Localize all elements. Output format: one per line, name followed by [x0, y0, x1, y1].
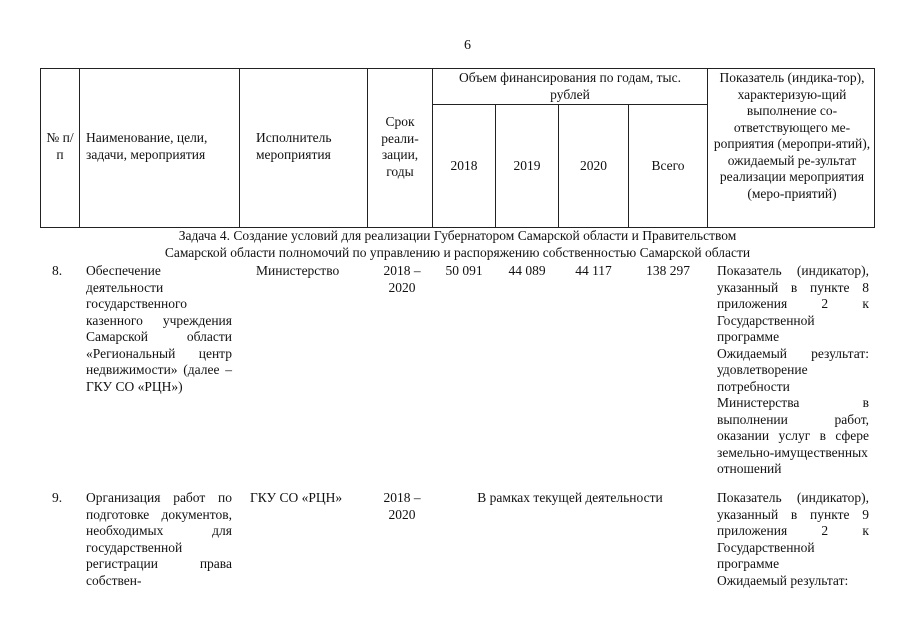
divider: [367, 68, 368, 228]
row-executor: ГКУ СО «РЦН»: [250, 490, 343, 505]
header-term: Срок реали-зации, годы: [381, 114, 419, 179]
row-no: 9.: [52, 490, 63, 505]
header-name: Наименование, цели, задачи, мероприятия: [86, 130, 208, 162]
page-number: 6: [464, 38, 471, 53]
row-no: 8.: [52, 263, 63, 278]
header-indicator: Показатель (индика-тор), характеризую-щий выполнение со-ответствующего ме-роприятия (меропри-ятий), ожидаемый ре-зультат реализации мероприятия (меро-приятий): [713, 70, 871, 201]
indicator-text: Показатель (индикатор), указанный в пункте 8 приложения 2 к Государственной программе: [717, 263, 869, 344]
header-2019: 2019: [513, 158, 541, 173]
indicator-text: Показатель (индикатор), указанный в пункте 9 приложения 2 к Государственной программе: [717, 490, 869, 571]
divider: [239, 68, 240, 228]
table-header: [40, 68, 875, 228]
border-left: [40, 68, 41, 228]
task-line-2: Самарской области полномочий по управлению и распоряжению собственностью Самарской области: [164, 244, 751, 260]
divider: [79, 68, 80, 228]
row-term: 2018 – 2020: [383, 490, 421, 522]
result-text: Ожидаемый результат: удовлетворение потребности Министерства в выполнении работ, оказании услуг в сфере земельно-имущественных отношений: [717, 345, 869, 476]
header-financing: Объем финансирования по годам, тыс. рублей: [459, 70, 681, 102]
border-right: [874, 68, 875, 228]
row-financing-note: В рамках текущей деятельности: [477, 490, 663, 505]
row-indicator: [717, 263, 869, 478]
task-line-1: Задача 4. Создание условий для реализации Губернатором Самарской области и Правительством: [178, 228, 737, 243]
border-top: [40, 68, 875, 69]
header-2018: 2018: [450, 158, 478, 173]
row-2019: 44 089: [508, 263, 546, 278]
divider: [432, 68, 433, 228]
row-name: Организация работ по подготовке документов, необходимых для государственной регистрации права собствен-: [86, 490, 232, 588]
header-total: Всего: [651, 158, 685, 173]
divider: [707, 68, 708, 228]
task-heading: [40, 228, 875, 261]
row-total: 138 297: [646, 263, 690, 278]
result-text: Ожидаемый результат:: [717, 572, 849, 588]
row-2018: 50 091: [445, 263, 483, 278]
row-indicator: [717, 490, 869, 589]
header-executor: Исполнитель мероприятия: [256, 130, 332, 162]
header-no: № п/п: [46, 130, 74, 162]
divider: [432, 104, 708, 105]
row-2020: 44 117: [575, 263, 612, 278]
header-2020: 2020: [580, 158, 607, 173]
row-name: Обеспечение деятельности государственного казенного учреждения Самарской области «Региональный центр недвижимости» (далее – ГКУ СО «РЦН»): [86, 263, 232, 394]
row-executor: Министерство: [256, 263, 340, 278]
row-term: 2018 – 2020: [383, 263, 421, 295]
